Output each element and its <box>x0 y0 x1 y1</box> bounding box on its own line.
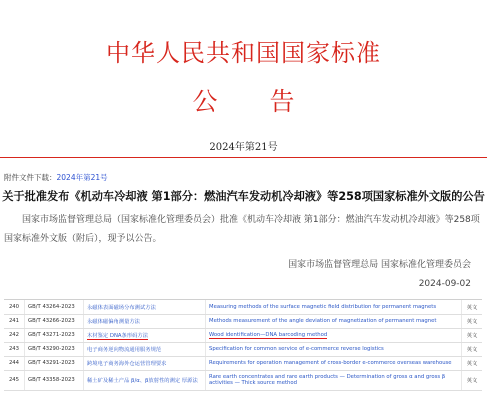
table-row <box>4 328 482 342</box>
standard-language-cell <box>462 342 483 356</box>
standard-chinese-name-cell[interactable] <box>84 300 206 314</box>
standard-english-name-cell[interactable] <box>206 370 462 390</box>
standard-english-name[interactable]: Wood identification—DNA barcoding method <box>209 332 328 338</box>
notice-body: 国家市场监督管理总局（国家标准化管理委员会）批准《机动车冷却液 第1部分：燃油汽车发动机冷却液》等258项国家标准外文版（附后），现予以公告。 <box>4 215 480 244</box>
header-divider <box>0 157 487 158</box>
standard-code-cell <box>25 300 84 314</box>
standard-language: 英文 <box>466 361 478 367</box>
row-number: 241 <box>8 318 20 324</box>
notice-date: 2024-09-02 <box>418 279 471 289</box>
row-number: 242 <box>8 332 20 338</box>
standard-chinese-name[interactable]: 跨境电子商务海外仓运营管理要求 <box>87 361 167 367</box>
standard-chinese-name-cell[interactable] <box>84 342 206 356</box>
standard-language-cell <box>462 328 483 342</box>
standard-english-name-cell[interactable] <box>206 356 462 370</box>
standard-language: 英文 <box>466 378 478 384</box>
standard-english-name[interactable]: Methods measurement of the angle deviation of magnetization of permanent magnet <box>209 318 437 324</box>
row-number-cell <box>4 356 25 370</box>
attachment-line <box>4 172 108 183</box>
row-number-cell <box>4 328 25 342</box>
table-row <box>4 342 482 356</box>
row-number-cell <box>4 342 25 356</box>
standard-english-name[interactable]: Specification for common service of e-commerce reverse logistics <box>209 346 384 352</box>
standard-code: GB/T 43271-2023 <box>28 332 75 338</box>
standard-code: GB/T 43290-2023 <box>28 346 75 352</box>
standard-language-cell <box>462 300 483 314</box>
standard-code-cell <box>25 370 84 390</box>
row-number: 240 <box>8 303 20 310</box>
standards-table <box>4 299 482 391</box>
row-number-cell <box>4 370 25 390</box>
table-row <box>4 356 482 370</box>
standard-english-name-cell[interactable] <box>206 314 462 328</box>
standard-language: 英文 <box>466 304 478 311</box>
standard-english-name-cell[interactable] <box>206 300 462 314</box>
document-header-title: 中华人民共和国国家标准 <box>106 39 381 67</box>
notice-title: 关于批准发布《机动车冷却液 第1部分：燃油汽车发动机冷却液》等258项国家标准外文版的公告 <box>2 190 485 203</box>
attachment-label: 附件文件下载： <box>4 173 57 182</box>
row-number-cell <box>4 300 25 314</box>
standard-code-cell <box>25 328 84 342</box>
standard-language: 英文 <box>466 319 478 325</box>
table-row <box>4 370 482 390</box>
standard-code: GB/T 43291-2023 <box>28 360 75 366</box>
table-row <box>4 314 482 328</box>
standard-chinese-name[interactable]: 木材鉴定 DNA条形码方法 <box>87 333 149 339</box>
row-number: 245 <box>8 377 20 383</box>
standard-chinese-name-cell[interactable] <box>84 370 206 390</box>
standard-chinese-name-cell[interactable] <box>84 328 206 342</box>
standard-chinese-name-cell[interactable] <box>84 356 206 370</box>
standard-language: 英文 <box>466 347 478 353</box>
announcement-number: 2024年第21号 <box>209 142 278 153</box>
standard-language-cell <box>462 370 483 390</box>
standard-code-cell <box>25 314 84 328</box>
row-number: 244 <box>8 360 20 366</box>
standard-code: GB/T 43358-2023 <box>28 377 75 383</box>
standard-code-cell <box>25 342 84 356</box>
standard-language-cell <box>462 356 483 370</box>
table-row <box>4 300 482 314</box>
standard-code: GB/T 43266-2023 <box>28 318 75 324</box>
document-header-subtitle: 公 告 <box>192 87 317 116</box>
standard-english-name-cell[interactable] <box>206 342 462 356</box>
standard-code-cell <box>25 356 84 370</box>
standard-english-name[interactable]: Measuring methods of the surface magnetic field distribution for permanent magnets <box>209 303 437 310</box>
row-number: 243 <box>8 346 20 352</box>
standard-chinese-name[interactable]: 电子商务逆向物流通用服务规范 <box>87 347 162 353</box>
standard-language: 英文 <box>466 333 478 339</box>
standard-chinese-name-cell[interactable] <box>84 314 206 328</box>
attachment-download-link[interactable]: 2024年第21号 <box>56 173 108 182</box>
standard-code: GB/T 43264-2023 <box>28 303 75 310</box>
standard-chinese-name[interactable]: 稀土矿及稀土产品 β/α、β放射性的测定 厚源法 <box>87 378 198 384</box>
standard-language-cell <box>462 314 483 328</box>
standard-chinese-name[interactable]: 永磁体磁偏角测量方法 <box>87 319 140 325</box>
row-number-cell <box>4 314 25 328</box>
standard-english-name[interactable]: Requirements for operation management of cross-border e-commerce overseas warehouse <box>209 360 452 366</box>
notice-signer: 国家市场监督管理总局 国家标准化管理委员会 <box>288 260 471 270</box>
standard-chinese-name[interactable]: 永磁体表面磁场分布测试方法 <box>87 304 156 311</box>
standard-english-name[interactable]: Rare earth concentrates and rare earth products — Determination of gross α and gross β activities — Thick source method <box>209 374 446 386</box>
standard-english-name-cell[interactable] <box>206 328 462 342</box>
